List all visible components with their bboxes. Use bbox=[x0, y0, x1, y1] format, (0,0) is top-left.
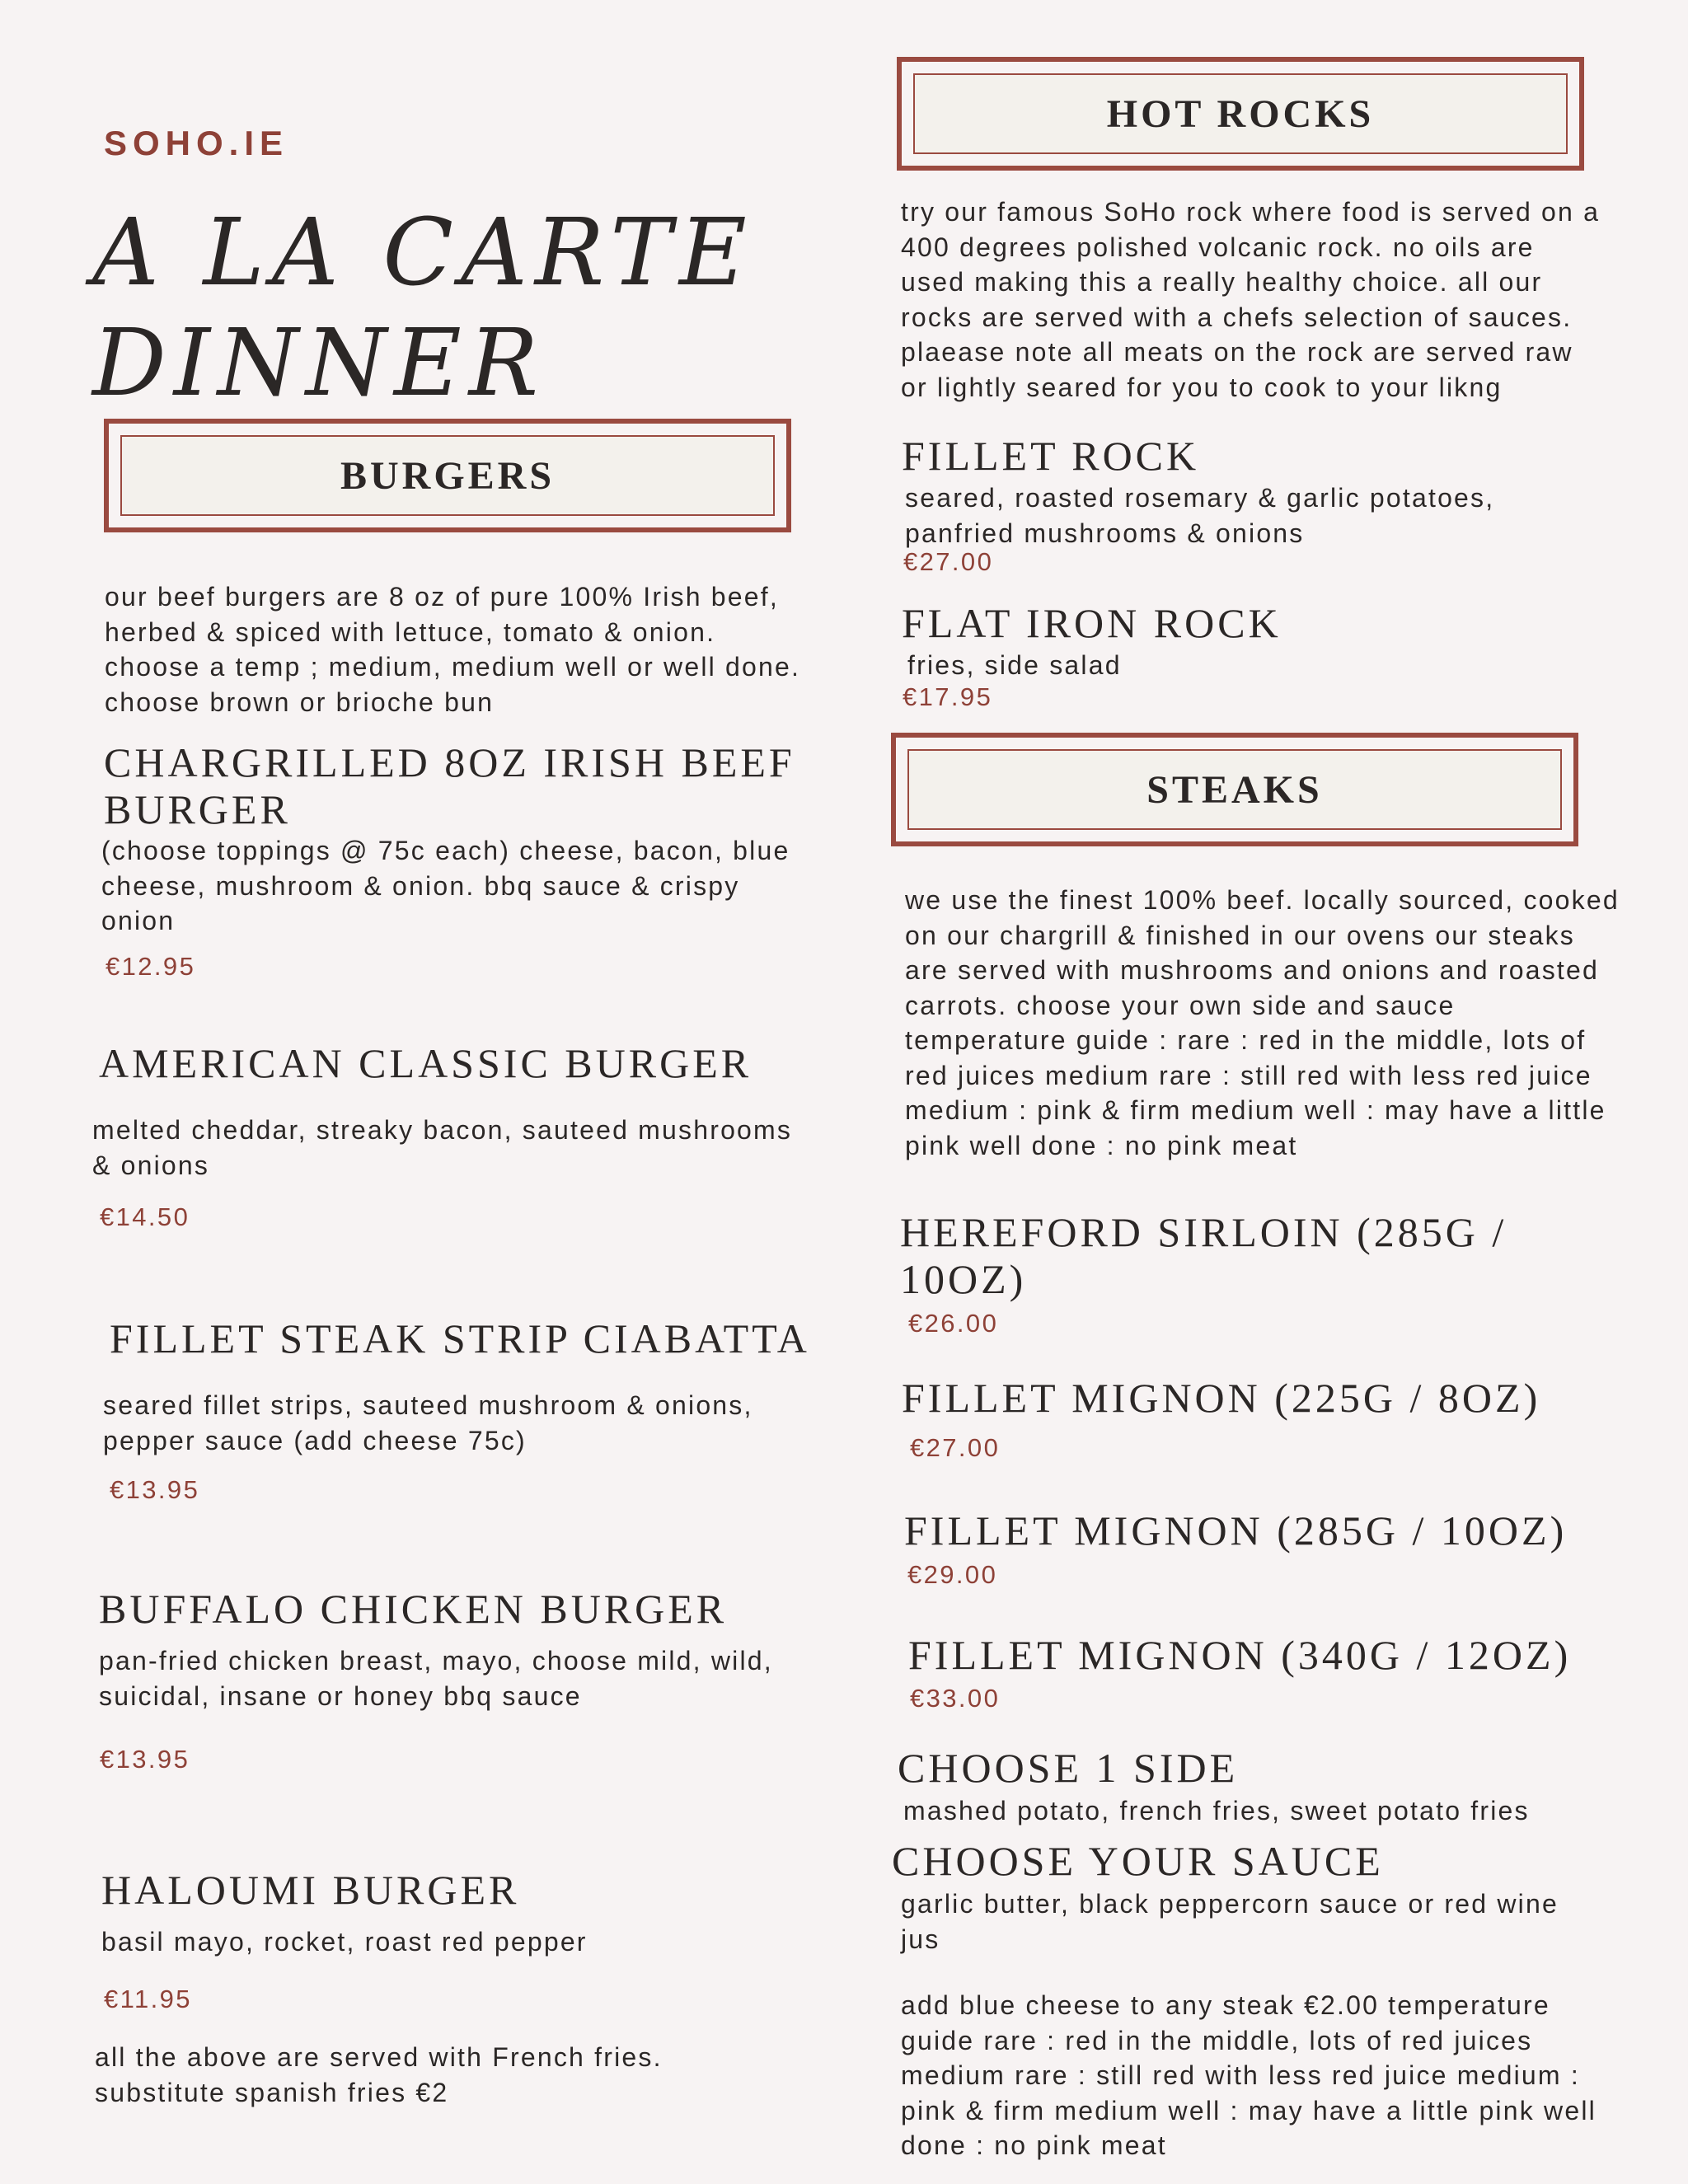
page-title bbox=[92, 198, 834, 419]
menu-item-desc: fries, side salad bbox=[907, 650, 1122, 680]
menu-item-desc: seared, roasted rosemary & garlic potatoes, panfried mushrooms & onions bbox=[905, 483, 1495, 548]
menu-item-price: €27.00 bbox=[903, 547, 994, 576]
menu-item-name: FLAT IRON ROCK bbox=[902, 600, 1282, 646]
steaks-intro: we use the finest 100% beef. locally sourced, cooked on our chargrill & finished in our ovens our steaks are served with mushrooms and onions and roasted carrots. choose your own side and sauce temperature guide : rare : red in the middle, lots of red juices medium rare : still red with less red juice medium : pink & firm medium well : may have a little pink well done : no pink meat bbox=[905, 885, 1620, 1160]
steaks-footnote: add blue cheese to any steak €2.00 temperature guide rare : red in the middle, lots of red juices medium rare : still red with less red juice medium : pink & firm medium well : may have a little pink well done : no pink meat bbox=[901, 1990, 1597, 2160]
burgers-intro: our beef burgers are 8 oz of pure 100% Irish beef, herbed & spiced with lettuce, tomato & onion. choose a temp ; medium, medium well or well done. choose brown or brioche bun bbox=[105, 582, 801, 717]
menu-item-name: FILLET ROCK bbox=[902, 433, 1200, 479]
menu-item-price: €26.00 bbox=[908, 1309, 999, 1338]
menu-item-price: €13.95 bbox=[100, 1745, 190, 1774]
menu-item-price: €29.00 bbox=[907, 1560, 998, 1589]
menu-item-desc: (choose toppings @ 75c each) cheese, bacon, blue cheese, mushroom & onion. bbq sauce & crispy onion bbox=[101, 836, 790, 935]
menu-item-desc: pan-fried chicken breast, mayo, choose mild, wild, suicidal, insane or honey bbq sauce bbox=[99, 1646, 773, 1711]
sauce-title: CHOOSE YOUR SAUCE bbox=[892, 1838, 1384, 1884]
menu-item-name: BUFFALO CHICKEN BURGER bbox=[99, 1586, 728, 1632]
menu-item-desc: melted cheddar, streaky bacon, sauteed mushrooms & onions bbox=[92, 1115, 793, 1180]
menu-item-price: €11.95 bbox=[104, 1985, 192, 2013]
hot-rocks-heading-box bbox=[897, 57, 1584, 171]
burgers-heading: BURGERS bbox=[120, 435, 775, 516]
menu-item-name: CHARGRILLED 8OZ IRISH BEEF BURGER bbox=[104, 739, 795, 832]
steaks-heading: STEAKS bbox=[907, 749, 1562, 830]
burgers-heading-box bbox=[104, 419, 791, 532]
menu-item-price: €17.95 bbox=[903, 682, 993, 711]
menu-item-name: HALOUMI BURGER bbox=[101, 1867, 520, 1913]
menu-item-price: €14.50 bbox=[100, 1202, 190, 1231]
menu-item-name: FILLET MIGNON (225G / 8OZ) bbox=[902, 1375, 1541, 1421]
title-line-2: DINNER bbox=[92, 310, 546, 417]
title-line-1: A LA CARTE bbox=[92, 199, 754, 307]
menu-item-price: €12.95 bbox=[106, 952, 196, 981]
steaks-heading-box bbox=[891, 733, 1578, 846]
sauce-desc: garlic butter, black peppercorn sauce or red wine jus bbox=[901, 1889, 1559, 1954]
hot-rocks-intro: try our famous SoHo rock where food is served on a 400 degrees polished volcanic rock. no oils are used making this a really healthy choice. all our rocks are served with a chefs selection of sauces. plaease note all meats on the rock are served raw or lightly seared for you to cook to your likng bbox=[901, 197, 1601, 402]
menu-item-price: €27.00 bbox=[910, 1433, 1001, 1462]
menu-item-desc: seared fillet strips, sauteed mushroom & onions, pepper sauce (add cheese 75c) bbox=[103, 1390, 753, 1455]
side-desc: mashed potato, french fries, sweet potato fries bbox=[903, 1796, 1530, 1825]
menu-item-name: AMERICAN CLASSIC BURGER bbox=[99, 1040, 753, 1086]
menu-item-price: €13.95 bbox=[110, 1475, 200, 1504]
menu-item-price: €33.00 bbox=[910, 1684, 1001, 1713]
brand-name: SOHO.IE bbox=[104, 124, 289, 162]
menu-item-name: FILLET MIGNON (285G / 10OZ) bbox=[904, 1507, 1568, 1554]
menu-item-name: FILLET MIGNON (340G / 12OZ) bbox=[908, 1632, 1572, 1678]
side-title: CHOOSE 1 SIDE bbox=[898, 1745, 1239, 1791]
menu-item-name: HEREFORD SIRLOIN (285G / 10OZ) bbox=[900, 1209, 1507, 1302]
burgers-footnote: all the above are served with French fries. substitute spanish fries €2 bbox=[95, 2042, 663, 2107]
menu-item-desc: basil mayo, rocket, roast red pepper bbox=[101, 1927, 588, 1957]
menu-item-name: FILLET STEAK STRIP CIABATTA bbox=[110, 1315, 810, 1361]
hot-rocks-heading: HOT ROCKS bbox=[913, 73, 1568, 154]
